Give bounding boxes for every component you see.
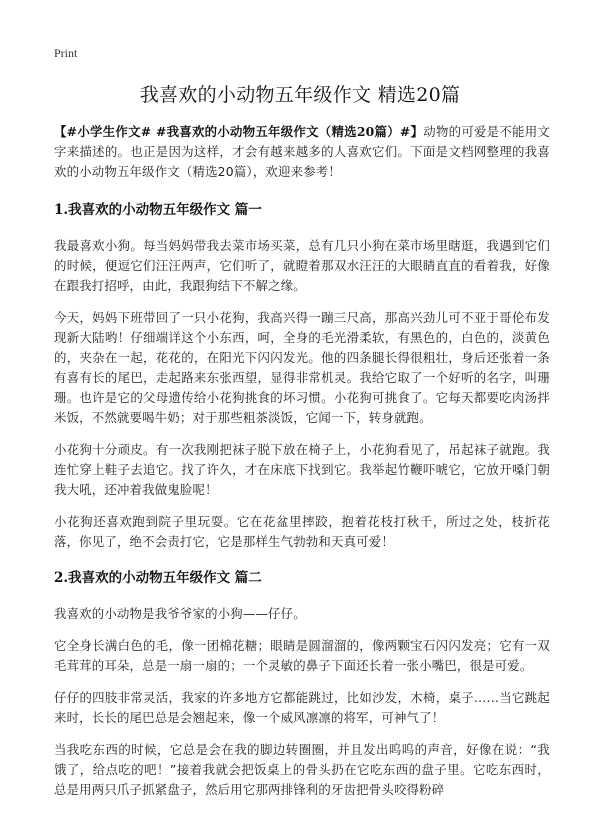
intro-tag: 【#小学生作文# #我喜欢的小动物五年级作文（精选20篇）#】 [54, 124, 424, 139]
section-heading-2: 2.我喜欢的小动物五年级作文 篇二 [54, 570, 262, 586]
intro-paragraph [54, 122, 550, 182]
article-body [54, 122, 550, 800]
section-heading-1: 1.我喜欢的小动物五年级作文 篇一 [54, 202, 262, 218]
intro-text: 动物的可爱是不能用文字来描述的。也正是因为这样，才会有越来越多的人喜欢它们。下面是文档网整理的我喜欢的小动物五年级作文（精选20篇），欢迎来参考！ [54, 124, 550, 179]
section-2-paragraph-4: 当我吃东西的时候，它总是会在我的脚边转圈圈，并且发出呜呜的声音，好像在说：“我饿了，给点吃的吧！”接着我就会把饭桌上的骨头扔在它吃东西的盘子里。它吃东西时，总是用两只爪子抓紧盘子，然后用它那两排锋利的牙齿把骨头咬得粉碎 [54, 742, 550, 797]
section-2-paragraph-3: 仔仔的四肢非常灵活，我家的许多地方它都能跳过，比如沙发，木椅，桌子……当它跳起来时，长长的尾巴总是会翘起来，像一个威风凛凛的将军，可神气了！ [54, 690, 550, 725]
section-2-paragraph-2: 它全身长满白色的毛，像一团棉花糖；眼睛是圆溜溜的，像两颗宝石闪闪发亮；它有一双毛茸茸的耳朵，总是一扇一扇的；一个灵敏的鼻子下面还长着一张小嘴巴，很是可爱。 [54, 638, 550, 673]
section-1-paragraph-2: 今天，妈妈下班带回了一只小花狗，我高兴得一蹦三尺高，那高兴劲儿可不亚于哥伦布发现新大陆哟！仔细端详这个小东西，呵，全身的毛光滑柔软，有黑色的，白色的，淡黄色的，夹杂在一起，花花的，在阳光下闪闪发光。他的四条腿长得很粗壮，身后还张着一条有喜有长的尾巴，走起路来东张西望，显得非常机灵。我给它取了一个好听的名字，叫珊珊。也许是它的父母遗传给小花狗挑食的坏习惯。小花狗可挑食了。它每天都要吃肉汤拌米饭，不然就要喝牛奶；对于那些粗茶淡饭，它闻一下，转身就跑。 [54, 310, 550, 425]
section-1-paragraph-1: 我最喜欢小狗。每当妈妈带我去菜市场买菜，总有几只小狗在菜市场里瞎逛，我遇到它们的时候，便逗它们汪汪两声，它们听了，就瞪着那双水汪汪的大眼睛直直的看着我，好像在跟我打招呼，由此，我跟狗结下不解之缘。 [54, 238, 550, 293]
section-2-paragraph-1: 我喜欢的小动物是我爷爷家的小狗——仔仔。 [54, 606, 306, 621]
page-title: 我喜欢的小动物五年级作文 精选20篇 [139, 84, 461, 106]
section-1-paragraph-4: 小花狗还喜欢跑到院子里玩耍。它在花盆里摔跤，抱着花枝打秋千，所过之处，枝折花落，你见了，绝不会责打它，它是那样生气勃勃和天真可爱！ [54, 514, 550, 549]
section-1-paragraph-3: 小花狗十分顽皮。有一次我刚把袜子脱下放在椅子上，小花狗看见了，吊起袜子就跑。我连忙穿上鞋子去追它。找了许久，才在床底下找到它。我举起竹鞭吓唬它，它放开嗓门朝我大吼，还冲着我做鬼脸呢！ [54, 442, 550, 497]
print-label[interactable]: Print [54, 46, 78, 60]
